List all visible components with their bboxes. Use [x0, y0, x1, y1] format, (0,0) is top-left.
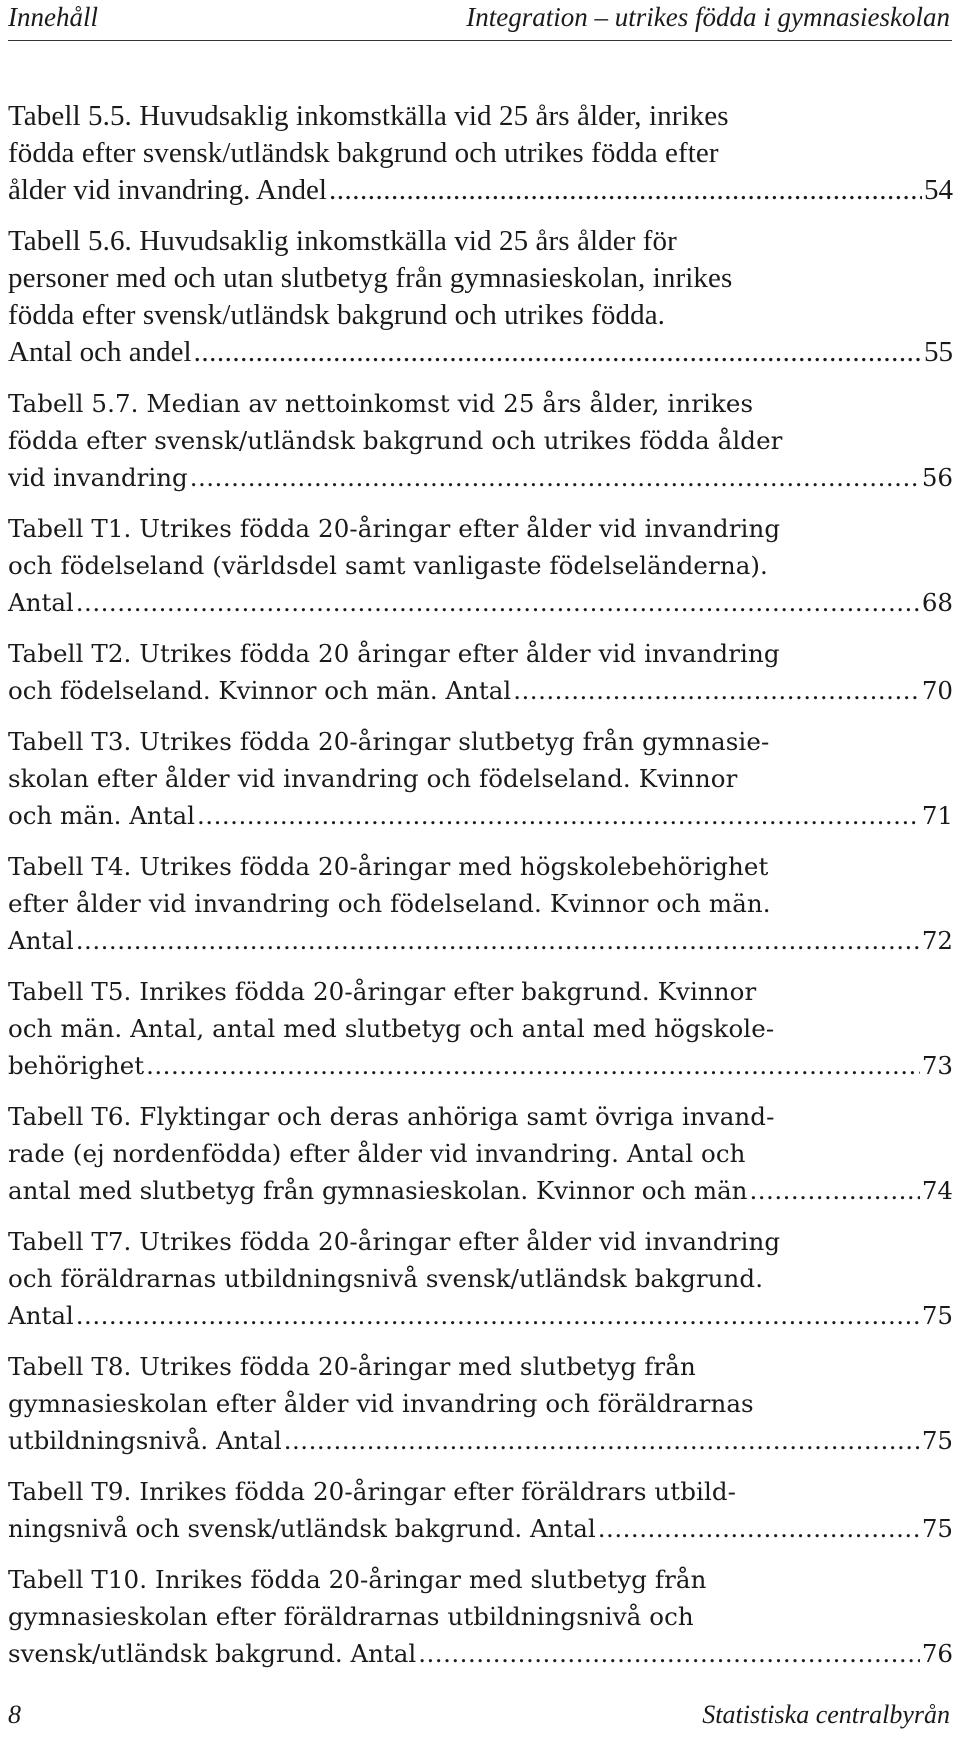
- toc-entry-line: Tabell 5.7. Median av nettoinkomst vid 25 års ålder, inrikes: [8, 389, 754, 418]
- toc-entry-last-line: [8, 1510, 953, 1547]
- toc-entry-line: rade (ej nordenfödda) efter ålder vid invandring. Antal och: [8, 1139, 746, 1168]
- toc-page-number[interactable]: 75: [921, 1426, 953, 1455]
- toc-entry[interactable]: [8, 723, 953, 834]
- running-header: [8, 0, 952, 41]
- toc-entry-line: Antal: [8, 926, 74, 955]
- toc-entry-line: Tabell T9. Inrikes födda 20-åringar efter föräldrars utbild-: [8, 1477, 737, 1506]
- toc-entry-line: skolan efter ålder vid invandring och födelseland. Kvinnor: [8, 764, 738, 793]
- toc-entry[interactable]: [8, 223, 953, 371]
- toc-entry-line: födda efter svensk/utländsk bakgrund och utrikes födda.: [8, 299, 666, 331]
- dot-leader: [513, 672, 920, 709]
- toc-entry-line: Tabell T6. Flyktingar och deras anhöriga samt övriga invand-: [8, 1102, 775, 1131]
- toc-entry-last-line: [8, 334, 953, 371]
- toc-entry-line: födda efter svensk/utländsk bakgrund och utrikes födda efter: [8, 137, 719, 169]
- toc-entry-line: och födelseland (världsdel samt vanligaste födelseländerna).: [8, 551, 768, 580]
- toc-entry-last-line: [8, 172, 953, 209]
- toc-entry[interactable]: [8, 973, 953, 1084]
- toc-entry-line: Tabell T4. Utrikes födda 20-åringar med högskolebehörighet: [8, 852, 769, 881]
- toc-entry-line: Tabell 5.5. Huvudsaklig inkomstkälla vid 25 års ålder, inrikes: [8, 100, 729, 132]
- toc-page-number[interactable]: 74: [921, 1176, 953, 1205]
- header-section-title: Innehåll: [8, 2, 98, 32]
- dot-leader: [329, 172, 922, 209]
- toc-entry[interactable]: [8, 510, 953, 621]
- toc-entry-last-line: [8, 797, 953, 834]
- dot-leader: [76, 1297, 920, 1334]
- dot-leader: [190, 459, 920, 496]
- toc-page-number[interactable]: 54: [924, 174, 953, 206]
- toc-entry-last-line: [8, 1635, 953, 1672]
- dot-leader: [146, 1047, 920, 1084]
- toc-entry-line: gymnasieskolan efter föräldrarnas utbildningsnivå och: [8, 1602, 694, 1631]
- dot-leader: [284, 1422, 920, 1459]
- toc-entry-line: ålder vid invandring. Andel: [8, 174, 327, 206]
- toc-entry-line: Antal: [8, 1301, 74, 1330]
- toc-page-number[interactable]: 75: [921, 1301, 953, 1330]
- toc-entry-line: Tabell T2. Utrikes födda 20 åringar efter ålder vid invandring: [8, 639, 780, 668]
- toc-entry-line: vid invandring: [8, 463, 188, 492]
- dot-leader: [197, 797, 920, 834]
- toc-entry-line: och män. Antal, antal med slutbetyg och antal med högskole-: [8, 1014, 775, 1043]
- toc-entry[interactable]: [8, 1561, 953, 1672]
- toc-entry-line: svensk/utländsk bakgrund. Antal: [8, 1639, 417, 1668]
- toc-entry[interactable]: [8, 1223, 953, 1334]
- toc-entry-line: och födelseland. Kvinnor och män. Antal: [8, 676, 512, 705]
- toc-page-number[interactable]: 73: [921, 1051, 953, 1080]
- toc-entry-last-line: [8, 1172, 953, 1209]
- toc-entry-line: efter ålder vid invandring och födelseland. Kvinnor och män.: [8, 889, 771, 918]
- toc-entry[interactable]: [8, 848, 953, 959]
- toc-entry[interactable]: [8, 98, 953, 209]
- toc-entry[interactable]: [8, 1098, 953, 1209]
- toc-entry-line: antal med slutbetyg från gymnasieskolan. Kvinnor och män: [8, 1176, 748, 1205]
- dot-leader: [749, 1172, 919, 1209]
- toc-entry-line: ningsnivå och svensk/utländsk bakgrund. Antal: [8, 1514, 596, 1543]
- toc-entry-line: födda efter svensk/utländsk bakgrund och utrikes födda ålder: [8, 426, 783, 455]
- toc-entry-line: Tabell T5. Inrikes födda 20-åringar efter bakgrund. Kvinnor: [8, 977, 757, 1006]
- toc-entry-line: Antal och andel: [8, 336, 192, 368]
- toc-entry-last-line: [8, 459, 953, 496]
- toc-entry-line: behörighet: [8, 1051, 145, 1080]
- dot-leader: [418, 1635, 920, 1672]
- toc-entry-line: Tabell T10. Inrikes födda 20-åringar med slutbetyg från: [8, 1565, 707, 1594]
- toc-entry-last-line: [8, 922, 953, 959]
- toc-entry-last-line: [8, 672, 953, 709]
- toc-entry[interactable]: [8, 385, 953, 496]
- toc-entry-line: Tabell T8. Utrikes födda 20-åringar med slutbetyg från: [8, 1352, 696, 1381]
- dot-leader: [598, 1510, 920, 1547]
- page-number: 8: [8, 1700, 21, 1729]
- toc-entry-line: och föräldrarnas utbildningsnivå svensk/utländsk bakgrund.: [8, 1264, 764, 1293]
- toc-entry-line: Antal: [8, 588, 74, 617]
- header-document-title: Integration – utrikes födda i gymnasieskolan: [466, 2, 950, 32]
- toc-entry-line: och män. Antal: [8, 801, 195, 830]
- toc-page-number[interactable]: 71: [921, 801, 953, 830]
- toc-page-number[interactable]: 55: [924, 336, 953, 368]
- toc-entry-line: gymnasieskolan efter ålder vid invandring och föräldrarnas: [8, 1389, 754, 1418]
- toc-entry-last-line: [8, 1297, 953, 1334]
- toc-page-number[interactable]: 75: [921, 1514, 953, 1543]
- table-of-contents: [8, 98, 953, 1686]
- toc-entry[interactable]: [8, 635, 953, 709]
- toc-entry-line: personer med och utan slutbetyg från gymnasieskolan, inrikes: [8, 262, 733, 294]
- toc-entry[interactable]: [8, 1348, 953, 1459]
- publisher-name: Statistiska centralbyrån: [702, 1700, 950, 1729]
- toc-entry-line: utbildningsnivå. Antal: [8, 1426, 282, 1455]
- dot-leader: [76, 922, 920, 959]
- toc-entry-last-line: [8, 584, 953, 621]
- toc-page-number[interactable]: 72: [921, 926, 953, 955]
- dot-leader: [194, 334, 922, 371]
- toc-entry-line: Tabell 5.6. Huvudsaklig inkomstkälla vid 25 års ålder för: [8, 225, 677, 257]
- toc-entry[interactable]: [8, 1473, 953, 1547]
- toc-entry-last-line: [8, 1047, 953, 1084]
- toc-page-number[interactable]: 70: [921, 676, 953, 705]
- toc-entry-line: Tabell T1. Utrikes födda 20-åringar efter ålder vid invandring: [8, 514, 781, 543]
- toc-entry-line: Tabell T7. Utrikes födda 20-åringar efter ålder vid invandring: [8, 1227, 781, 1256]
- toc-entry-last-line: [8, 1422, 953, 1459]
- dot-leader: [76, 584, 920, 621]
- toc-page-number[interactable]: 68: [921, 588, 953, 617]
- toc-entry-line: Tabell T3. Utrikes födda 20-åringar slutbetyg från gymnasie-: [8, 727, 770, 756]
- toc-page-number[interactable]: 76: [921, 1639, 953, 1668]
- toc-page-number[interactable]: 56: [921, 463, 953, 492]
